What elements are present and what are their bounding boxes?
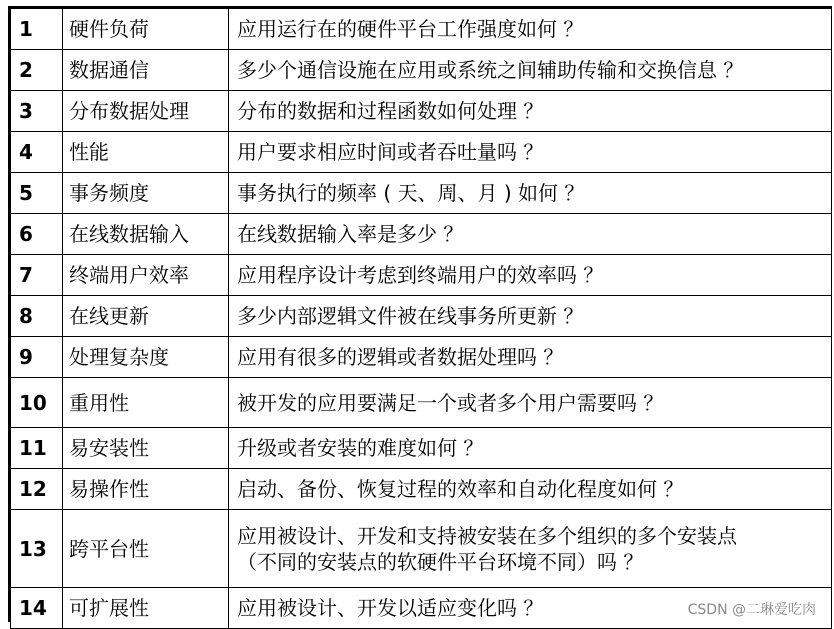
factor-name: 可扩展性 [63, 588, 229, 629]
table-row [11, 469, 832, 510]
factor-name: 跨平台性 [63, 510, 229, 588]
factor-name: 终端用户效率 [63, 255, 229, 296]
row-number: 10 [11, 378, 63, 428]
row-number: 1 [11, 9, 63, 50]
row-number: 3 [11, 91, 63, 132]
table-row [11, 91, 832, 132]
row-number: 4 [11, 132, 63, 173]
table-row [11, 378, 832, 428]
factor-description: 被开发的应用要满足一个或者多个用户需要吗 ？ [229, 378, 832, 428]
factor-table [10, 8, 832, 629]
table-row [11, 173, 832, 214]
factor-name: 分布数据处理 [63, 91, 229, 132]
factor-description [229, 510, 832, 588]
row-number: 13 [11, 510, 63, 588]
factor-description-line-2: （不同的安装点的软硬件平台环境不同）吗 ？ [237, 549, 644, 574]
row-number: 5 [11, 173, 63, 214]
table-row [11, 428, 832, 469]
row-number: 14 [11, 588, 63, 629]
factor-description: 应用有很多的逻辑或者数据处理吗 ？ [229, 337, 832, 378]
factor-description: 事务执行的频率 ( 天、周、月 ) 如何 ？ [229, 173, 832, 214]
factor-name: 易安装性 [63, 428, 229, 469]
factor-name: 易操作性 [63, 469, 229, 510]
factor-description-line-1: 应用被设计、开发和支持被安装在多个组织的多个安装点 [237, 523, 737, 548]
row-number: 12 [11, 469, 63, 510]
factor-name: 在线更新 [63, 296, 229, 337]
complexity-factor-table [8, 6, 832, 622]
table-row [11, 337, 832, 378]
factor-description: 用户要求相应时间或者吞吐量吗 ？ [229, 132, 832, 173]
table-row [11, 296, 832, 337]
factor-description: 升级或者安装的难度如何 ？ [229, 428, 832, 469]
table-row [11, 214, 832, 255]
factor-description: 应用程序设计考虑到终端用户的效率吗 ？ [229, 255, 832, 296]
row-number: 2 [11, 50, 63, 91]
factor-description: 分布的数据和过程函数如何处理 ？ [229, 91, 832, 132]
factor-description: 启动、备份、恢复过程的效率和自动化程度如何 ？ [229, 469, 832, 510]
factor-name: 性能 [63, 132, 229, 173]
factor-name: 硬件负荷 [63, 9, 229, 50]
factor-name: 数据通信 [63, 50, 229, 91]
factor-description: 应用被设计、开发以适应变化吗 ？ [229, 588, 832, 629]
row-number: 8 [11, 296, 63, 337]
row-number: 7 [11, 255, 63, 296]
table-row [11, 255, 832, 296]
factor-description: 多少个通信设施在应用或系统之间辅助传输和交换信息 ？ [229, 50, 832, 91]
factor-name: 处理复杂度 [63, 337, 229, 378]
table-row [11, 132, 832, 173]
row-number: 11 [11, 428, 63, 469]
csdn-watermark: CSDN @二琳爱吃肉 [684, 597, 820, 621]
row-number: 6 [11, 214, 63, 255]
table-row [11, 9, 832, 50]
factor-description: 多少内部逻辑文件被在线事务所更新 ？ [229, 296, 832, 337]
factor-name: 重用性 [63, 378, 229, 428]
factor-description: 在线数据输入率是多少 ？ [229, 214, 832, 255]
table-row [11, 510, 832, 588]
factor-description: 应用运行在的硬件平台工作强度如何 ？ [229, 9, 832, 50]
row-number: 9 [11, 337, 63, 378]
factor-name: 在线数据输入 [63, 214, 229, 255]
factor-name: 事务频度 [63, 173, 229, 214]
table-row [11, 50, 832, 91]
